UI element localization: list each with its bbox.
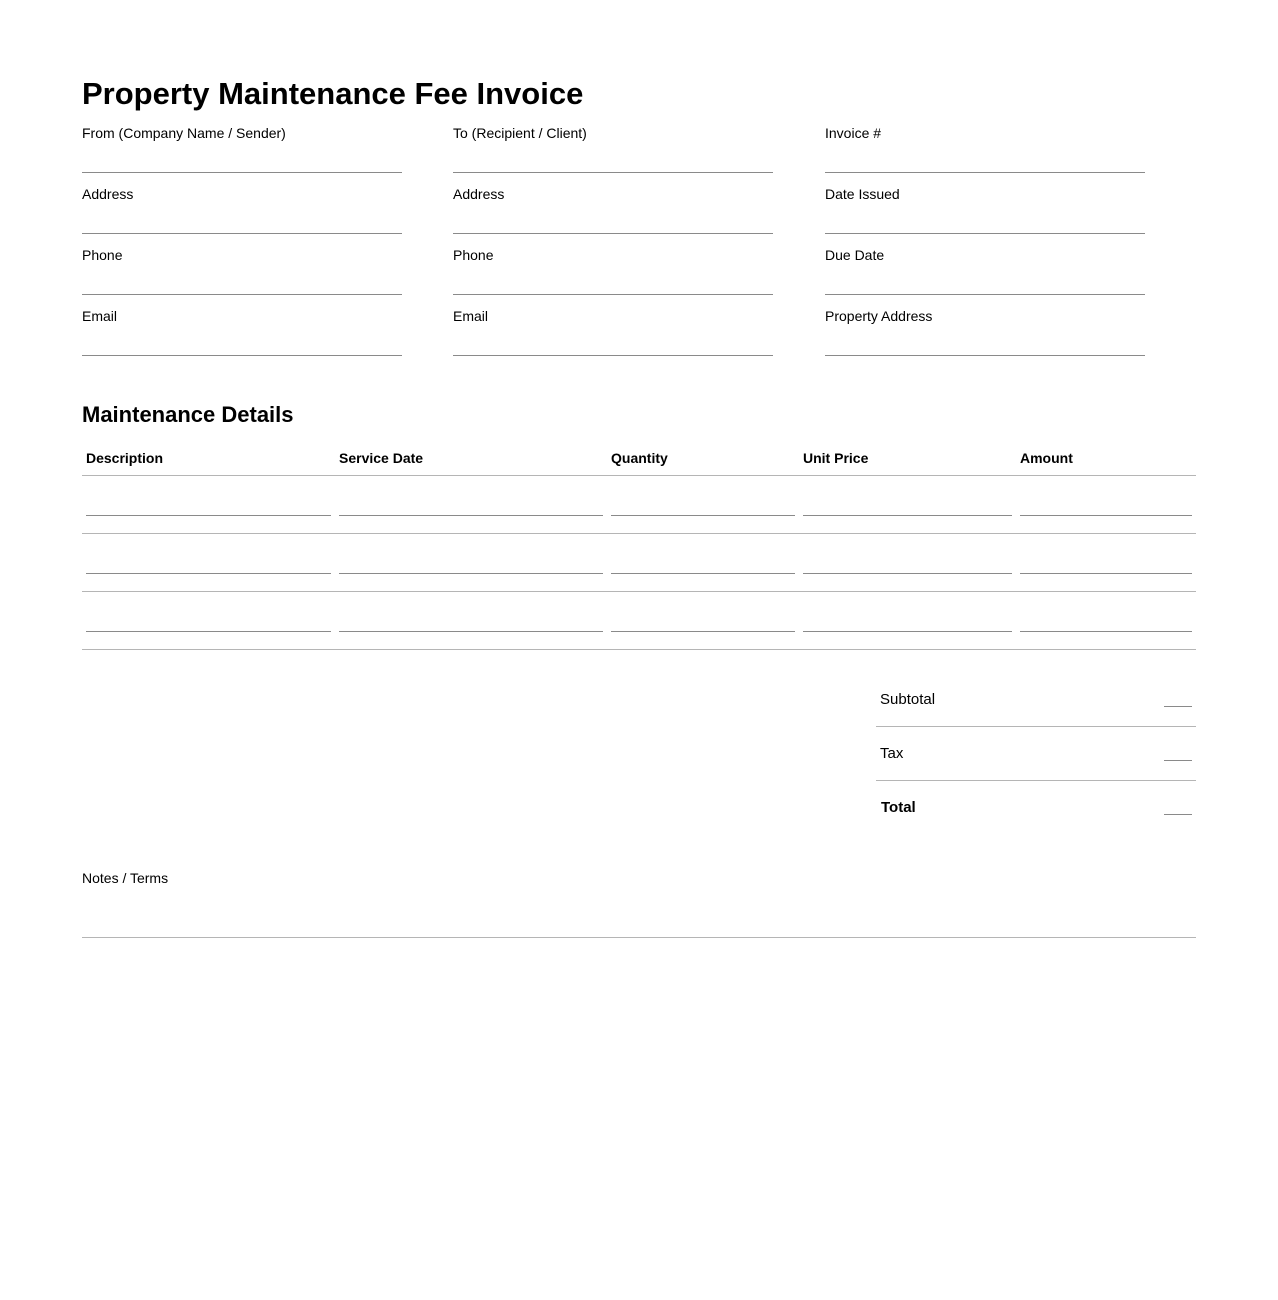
to-address-field bbox=[453, 185, 773, 246]
table-cell bbox=[799, 475, 1016, 533]
tax-input[interactable] bbox=[1164, 743, 1192, 761]
to-email-input[interactable] bbox=[453, 335, 773, 356]
to-address-label: Address bbox=[453, 186, 505, 202]
table-row bbox=[82, 591, 1196, 649]
subtotal-input[interactable] bbox=[1164, 689, 1192, 707]
to-phone-field bbox=[453, 246, 773, 307]
from-address-label: Address bbox=[82, 186, 134, 202]
from-column bbox=[82, 124, 402, 368]
from-company-field bbox=[82, 124, 402, 185]
table-cell bbox=[607, 533, 799, 591]
tax-row bbox=[876, 727, 1196, 781]
service-date-input[interactable] bbox=[339, 552, 603, 574]
table-cell bbox=[1016, 475, 1196, 533]
column-header-description: Description bbox=[82, 442, 335, 475]
to-recipient-label: To (Recipient / Client) bbox=[453, 125, 587, 141]
from-phone-input[interactable] bbox=[82, 274, 402, 295]
total-label: Total bbox=[881, 799, 916, 816]
table-cell bbox=[335, 591, 607, 649]
due-date-label: Due Date bbox=[825, 247, 885, 263]
to-phone-label: Phone bbox=[453, 247, 494, 263]
total-input[interactable] bbox=[1164, 797, 1192, 815]
table-cell bbox=[82, 591, 335, 649]
to-recipient-input[interactable] bbox=[453, 152, 773, 173]
table-cell bbox=[607, 475, 799, 533]
invoice-number-label: Invoice # bbox=[825, 125, 882, 141]
description-input[interactable] bbox=[86, 552, 331, 574]
description-input[interactable] bbox=[86, 494, 331, 516]
column-header-quantity: Quantity bbox=[607, 442, 799, 475]
quantity-input[interactable] bbox=[611, 494, 795, 516]
column-header-amount: Amount bbox=[1016, 442, 1196, 475]
table-cell bbox=[82, 475, 335, 533]
amount-input[interactable] bbox=[1020, 552, 1192, 574]
from-phone-field bbox=[82, 246, 402, 307]
unit-price-input[interactable] bbox=[803, 494, 1012, 516]
subtotal-label: Subtotal bbox=[880, 691, 936, 708]
property-address-input[interactable] bbox=[825, 335, 1145, 356]
from-address-input[interactable] bbox=[82, 213, 402, 234]
invoice-number-field bbox=[825, 124, 1145, 185]
table-cell bbox=[607, 591, 799, 649]
from-company-input[interactable] bbox=[82, 152, 402, 173]
quantity-input[interactable] bbox=[611, 610, 795, 632]
table-cell bbox=[335, 475, 607, 533]
to-email-field bbox=[453, 307, 773, 368]
notes-terms-input[interactable] bbox=[82, 890, 1196, 938]
tax-label: Tax bbox=[880, 745, 904, 762]
notes-terms-label: Notes / Terms bbox=[82, 870, 169, 886]
table-cell bbox=[1016, 591, 1196, 649]
date-issued-input[interactable] bbox=[825, 213, 1145, 234]
from-email-label: Email bbox=[82, 308, 118, 324]
table-cell bbox=[799, 591, 1016, 649]
from-company-label: From (Company Name / Sender) bbox=[82, 125, 286, 141]
to-phone-input[interactable] bbox=[453, 274, 773, 295]
service-date-input[interactable] bbox=[339, 610, 603, 632]
invoice-info-column bbox=[825, 124, 1145, 368]
date-issued-field bbox=[825, 185, 1145, 246]
property-address-label: Property Address bbox=[825, 308, 933, 324]
invoice-number-input[interactable] bbox=[825, 152, 1145, 173]
unit-price-input[interactable] bbox=[803, 610, 1012, 632]
from-email-input[interactable] bbox=[82, 335, 402, 356]
to-recipient-field bbox=[453, 124, 773, 185]
maintenance-details-table bbox=[82, 442, 1196, 650]
service-date-input[interactable] bbox=[339, 494, 603, 516]
table-header-row bbox=[82, 442, 1196, 475]
table-cell bbox=[335, 533, 607, 591]
subtotal-row bbox=[876, 673, 1196, 727]
amount-input[interactable] bbox=[1020, 610, 1192, 632]
table-cell bbox=[1016, 533, 1196, 591]
to-column bbox=[453, 124, 773, 368]
from-address-field bbox=[82, 185, 402, 246]
to-address-input[interactable] bbox=[453, 213, 773, 234]
to-email-label: Email bbox=[453, 308, 489, 324]
total-row bbox=[876, 781, 1196, 835]
unit-price-input[interactable] bbox=[803, 552, 1012, 574]
description-input[interactable] bbox=[86, 610, 331, 632]
amount-input[interactable] bbox=[1020, 494, 1192, 516]
maintenance-details-title: Maintenance Details bbox=[82, 402, 294, 427]
due-date-field bbox=[825, 246, 1145, 307]
column-header-service-date: Service Date bbox=[335, 442, 607, 475]
date-issued-label: Date Issued bbox=[825, 186, 900, 202]
column-header-unit-price: Unit Price bbox=[799, 442, 1016, 475]
due-date-input[interactable] bbox=[825, 274, 1145, 295]
page-title: Property Maintenance Fee Invoice bbox=[82, 76, 584, 111]
table-cell bbox=[82, 533, 335, 591]
property-address-field bbox=[825, 307, 1145, 368]
from-email-field bbox=[82, 307, 402, 368]
from-phone-label: Phone bbox=[82, 247, 123, 263]
quantity-input[interactable] bbox=[611, 552, 795, 574]
table-cell bbox=[799, 533, 1016, 591]
table-row bbox=[82, 475, 1196, 533]
totals-panel bbox=[876, 673, 1196, 835]
table-row bbox=[82, 533, 1196, 591]
